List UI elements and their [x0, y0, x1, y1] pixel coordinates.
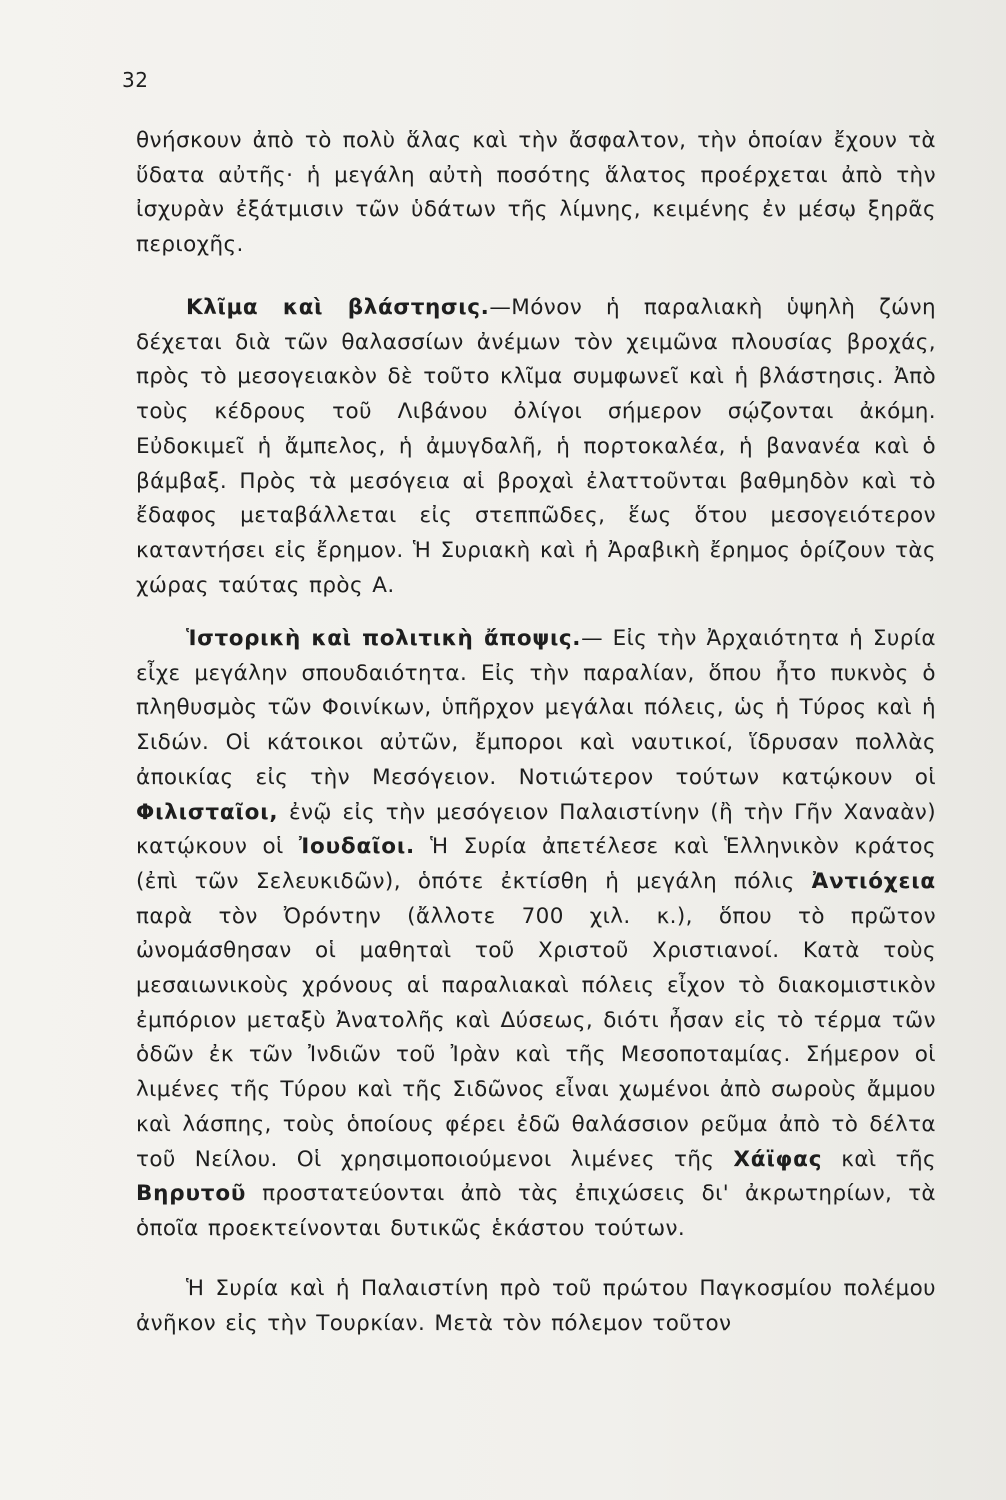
section-heading-climate: Κλῖμα καὶ βλάστησις. [186, 295, 490, 320]
term-beirut: Βηρυτοῦ [136, 1181, 247, 1207]
paragraph-climate-vegetation [136, 291, 936, 603]
term-haifa: Χάϊφας [733, 1146, 823, 1172]
paragraph-history-politics [136, 622, 936, 1247]
paragraph-ottoman-rule [136, 1272, 936, 1341]
section-heading-history: Ἱστορικὴ καὶ πολιτικὴ ἄποψις. [186, 626, 582, 651]
paragraph-text: Ἡ Συρία καὶ ἡ Παλαιστίνη πρὸ τοῦ πρώτου Παγκοσμίου πολέμου ἀνῆκον εἰς τὴν Τουρκίαν. Μετὰ τὸν πόλεμον τοῦτον [136, 1276, 936, 1336]
paragraph-text: θνήσκουν ἀπὸ τὸ πολὺ ἅλας καὶ τὴν ἄσφαλτον, τὴν ὁποίαν ἔχουν τὰ ὕδατα αὐτῆς· ἡ μεγάλη αὐτὴ ποσότης ἅλατος προέρχεται ἀπὸ τὴν ἰσχυρὰν ἐξάτμισιν τῶν ὑδάτων τῆς λίμνης, κειμένης ἐν μέσῳ ξηρᾶς περιοχῆς. [136, 128, 936, 258]
paragraph-dead-sea-salt [136, 124, 936, 263]
paragraph-text: Ἡ Συρία ἀπετέλεσε καὶ Ἑλληνικὸν κράτος (ἐπὶ τῶν Σελευκιδῶν), ὁπότε ἐκτίσθη ἡ μεγάλη πόλις [136, 834, 936, 894]
paragraph-text: καὶ τῆς [822, 1146, 936, 1172]
page-number: 32 [122, 68, 149, 92]
paragraph-text: παρὰ τὸν Ὀρόντην (ἄλλοτε 700 χιλ. κ.), ὅπου τὸ πρῶτον ὠνομάσθησαν οἱ μαθηταὶ τοῦ Χριστοῦ Χριστιανοί. Κατὰ τοὺς μεσαιωνικοὺς χρόνους αἱ παραλιακαὶ πόλεις εἶχον τὸ διακομιστικὸν ἐμπόριον μεταξὺ Ἀνατολῆς καὶ Δύσεως, διότι ἦσαν εἰς τὸ τέρμα τῶν ὁδῶν ἐκ τῶν Ἰνδιῶν τοῦ Ἰρὰν καὶ τῆς Μεσοποταμίας. Σήμερον οἱ λιμένες τῆς Τύρου καὶ τῆς Σιδῶνος εἶναι χωμένοι ἀπὸ σωροὺς ἄμμου καὶ λάσπης, τοὺς ὁποίους φέρει ἐδῶ θαλάσσιον ρεῦμα ἀπὸ τὸ δέλτα τοῦ Νείλου. Οἱ χρησιμοποιούμενοι λιμένες τῆς [136, 903, 936, 1172]
paragraph-text: —Μόνον ἡ παραλιακὴ ὑψηλὴ ζώνη δέχεται διὰ τῶν θαλασσίων ἀνέμων τὸν χειμῶνα πλουσίας βροχάς, πρὸς τὸ μεσογειακὸν δὲ τοῦτο κλῖμα συμφωνεῖ καὶ ἡ βλάστησις. Ἀπὸ τοὺς κέδρους τοῦ Λιβάνου ὀλίγοι σήμερον σῴζονται ἀκόμη. Εὐδοκιμεῖ ἡ ἄμπελος, ἡ ἀμυγδαλῆ, ἡ πορτοκαλέα, ἡ βανανέα καὶ ὁ βάμβαξ. Πρὸς τὰ μεσόγεια αἱ βροχαὶ ἐλαττοῦνται βαθμηδὸν καὶ τὸ ἔδαφος μεταβάλλεται εἰς στεππῶδες, ἕως ὅτου μεσογειότερον καταντήσει εἰς ἔρημον. Ἡ Συριακὴ καὶ ἡ Ἀραβικὴ ἔρημος ὁρίζουν τὰς χώρας ταύτας πρὸς Α. [136, 295, 936, 598]
paragraph-text: — Εἰς τὴν Ἀρχαιότητα ἡ Συρία εἶχε μεγάλην σπουδαιότητα. Εἰς τὴν παραλίαν, ὅπου ἦτο πυκνὸς ὁ πληθυσμὸς τῶν Φοινίκων, ὑπῆρχον μεγάλαι πόλεις, ὡς ἡ Τύρος καὶ ἡ Σιδών. Οἱ κάτοικοι αὐτῶν, ἔμποροι καὶ ναυτικοί, ἵδρυσαν πολλὰς ἀποικίας εἰς τὴν Μεσόγειον. Νοτιώτερον τούτων κατῴκουν οἱ [136, 626, 936, 790]
term-antioch: Ἀντιόχεια [811, 868, 936, 894]
paragraph-text: ἐνῷ εἰς τὴν μεσόγειον Παλαιστίνην (ἢ τὴν Γῆν Χαναὰν) κατῴκουν οἱ [136, 799, 936, 860]
term-jews: Ἰουδαῖοι. [298, 834, 415, 860]
term-philistines: Φιλισταῖοι, [136, 799, 279, 825]
paragraph-text: προστατεύονται ἀπὸ τὰς ἐπιχώσεις δι' ἀκρωτηρίων, τὰ ὁποῖα προεκτείνονται δυτικῶς ἑκάστου τούτων. [136, 1181, 936, 1241]
